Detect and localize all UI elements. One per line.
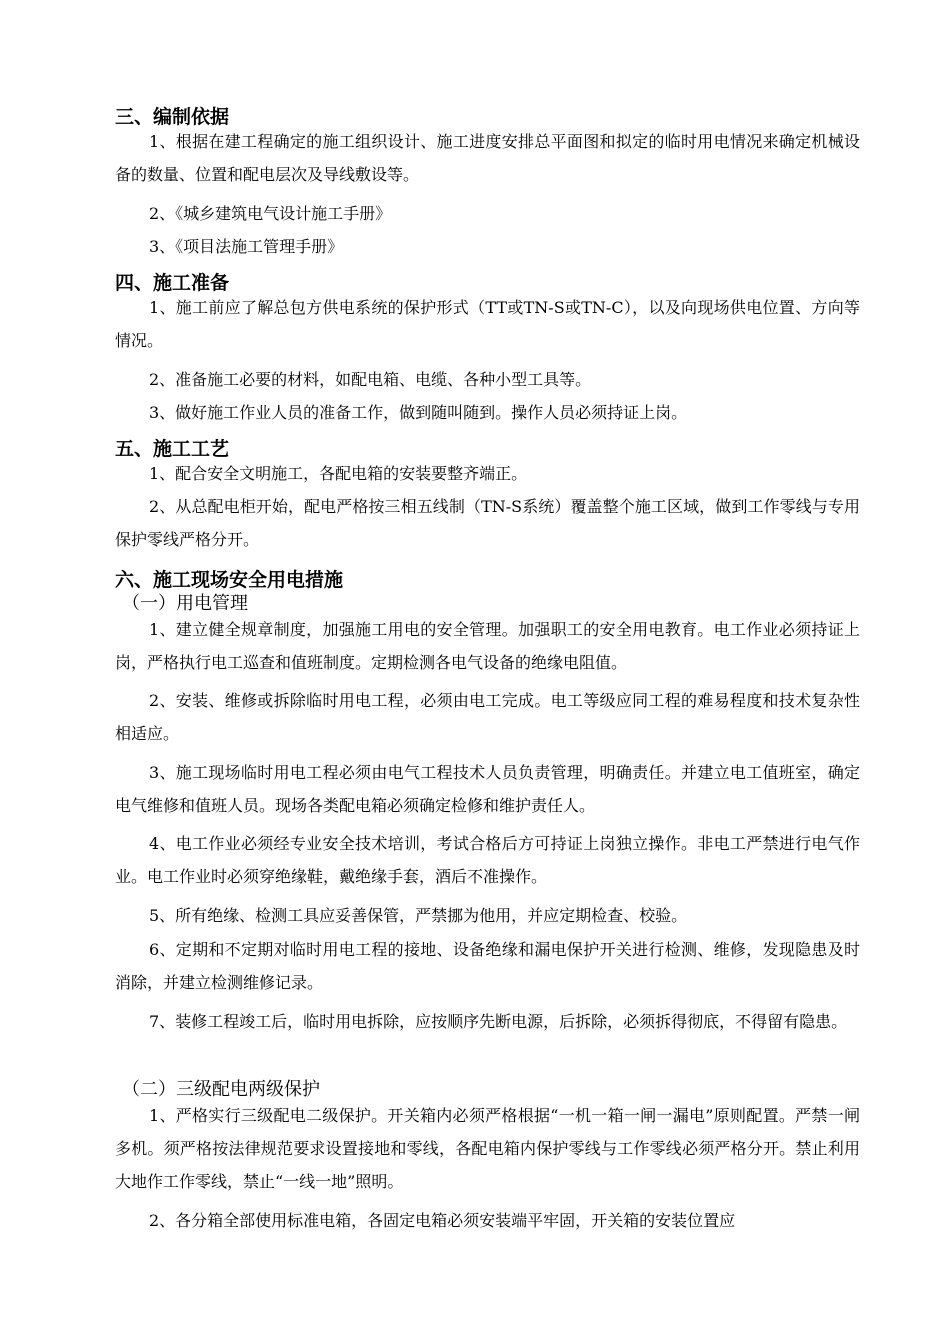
- paragraph: 1、配合安全文明施工，各配电箱的安装要整齐端正。: [149, 464, 528, 483]
- section-heading-basis: 三、编制依据: [115, 106, 230, 128]
- paragraph: 1、建立健全规章制度，加强施工用电的安全管理。加强职工的安全用电教育。电工作业必须持证上岗，严格执行电工巡查和值班制度。定期检测各电气设备的绝缘电阻值。: [115, 620, 860, 672]
- paragraph: 2、安装、维修或拆除临时用电工程，必须由电工完成。电工等级应同工程的难易程度和技术复杂性相适应。: [115, 691, 860, 743]
- paragraph: 5、所有绝缘、检测工具应妥善保管，严禁挪为他用，并应定期检查、校验。: [149, 906, 688, 925]
- section-heading-process: 五、施工工艺: [115, 438, 230, 460]
- paragraph: 1、根据在建工程确定的施工组织设计、施工进度安排总平面图和拟定的临时用电情况来确定机械设备的数量、位置和配电层次及导线敷设等。: [115, 132, 860, 184]
- paragraph: 2、各分箱全部使用标准电箱，各固定电箱必须安装端平牢固，开关箱的安装位置应: [149, 1211, 736, 1230]
- paragraph: 6、定期和不定期对临时用电工程的接地、设备绝缘和漏电保护开关进行检测、维修，发现隐患及时消除，并建立检测维修记录。: [115, 940, 860, 992]
- section-heading-safety: 六、施工现场安全用电措施: [115, 569, 344, 591]
- paragraph: 4、电工作业必须经专业安全技术培训，考试合格后方可持证上岗独立操作。非电工严禁进行电气作业。电工作业时必须穿绝缘鞋，戴绝缘手套，酒后不准操作。: [115, 834, 860, 886]
- subsection-heading-protection: （二）三级配电两级保护: [122, 1079, 320, 1100]
- paragraph: 3、做好施工作业人员的准备工作，做到随叫随到。操作人员必须持证上岗。: [149, 403, 688, 422]
- section-heading-preparation: 四、施工准备: [115, 272, 230, 294]
- paragraph: 7、装修工程竣工后，临时用电拆除，应按顺序先断电源，后拆除，必须拆得彻底，不得留有隐患。: [149, 1012, 848, 1031]
- paragraph: 3、施工现场临时用电工程必须由电气工程技术人员负责管理，明确责任。并建立电工值班室，确定电气维修和值班人员。现场各类配电箱必须确定检修和维护责任人。: [115, 763, 860, 815]
- paragraph: 1、严格实行三级配电二级保护。开关箱内必须严格根据“一机一箱一闸一漏电”原则配置。严禁一闸多机。须严格按法律规范要求设置接地和零线，各配电箱内保护零线与工作零线必须严格分开。禁止利用大地作工作零线，禁止“一线一地”照明。: [115, 1106, 860, 1191]
- paragraph: 2、《城乡建筑电气设计施工手册》: [149, 204, 392, 223]
- paragraph: 3、《项目法施工管理手册》: [149, 237, 344, 256]
- paragraph: 1、施工前应了解总包方供电系统的保护形式（TT或TN-S或TN-C），以及向现场供电位置、方向等情况。: [115, 298, 860, 350]
- paragraph: 2、准备施工必要的材料，如配电箱、电缆、各种小型工具等。: [149, 370, 592, 389]
- paragraph: 2、从总配电柜开始，配电严格按三相五线制（TN-S系统）覆盖整个施工区域，做到工作零线与专用保护零线严格分开。: [115, 497, 860, 549]
- subsection-heading-management: （一）用电管理: [122, 593, 248, 614]
